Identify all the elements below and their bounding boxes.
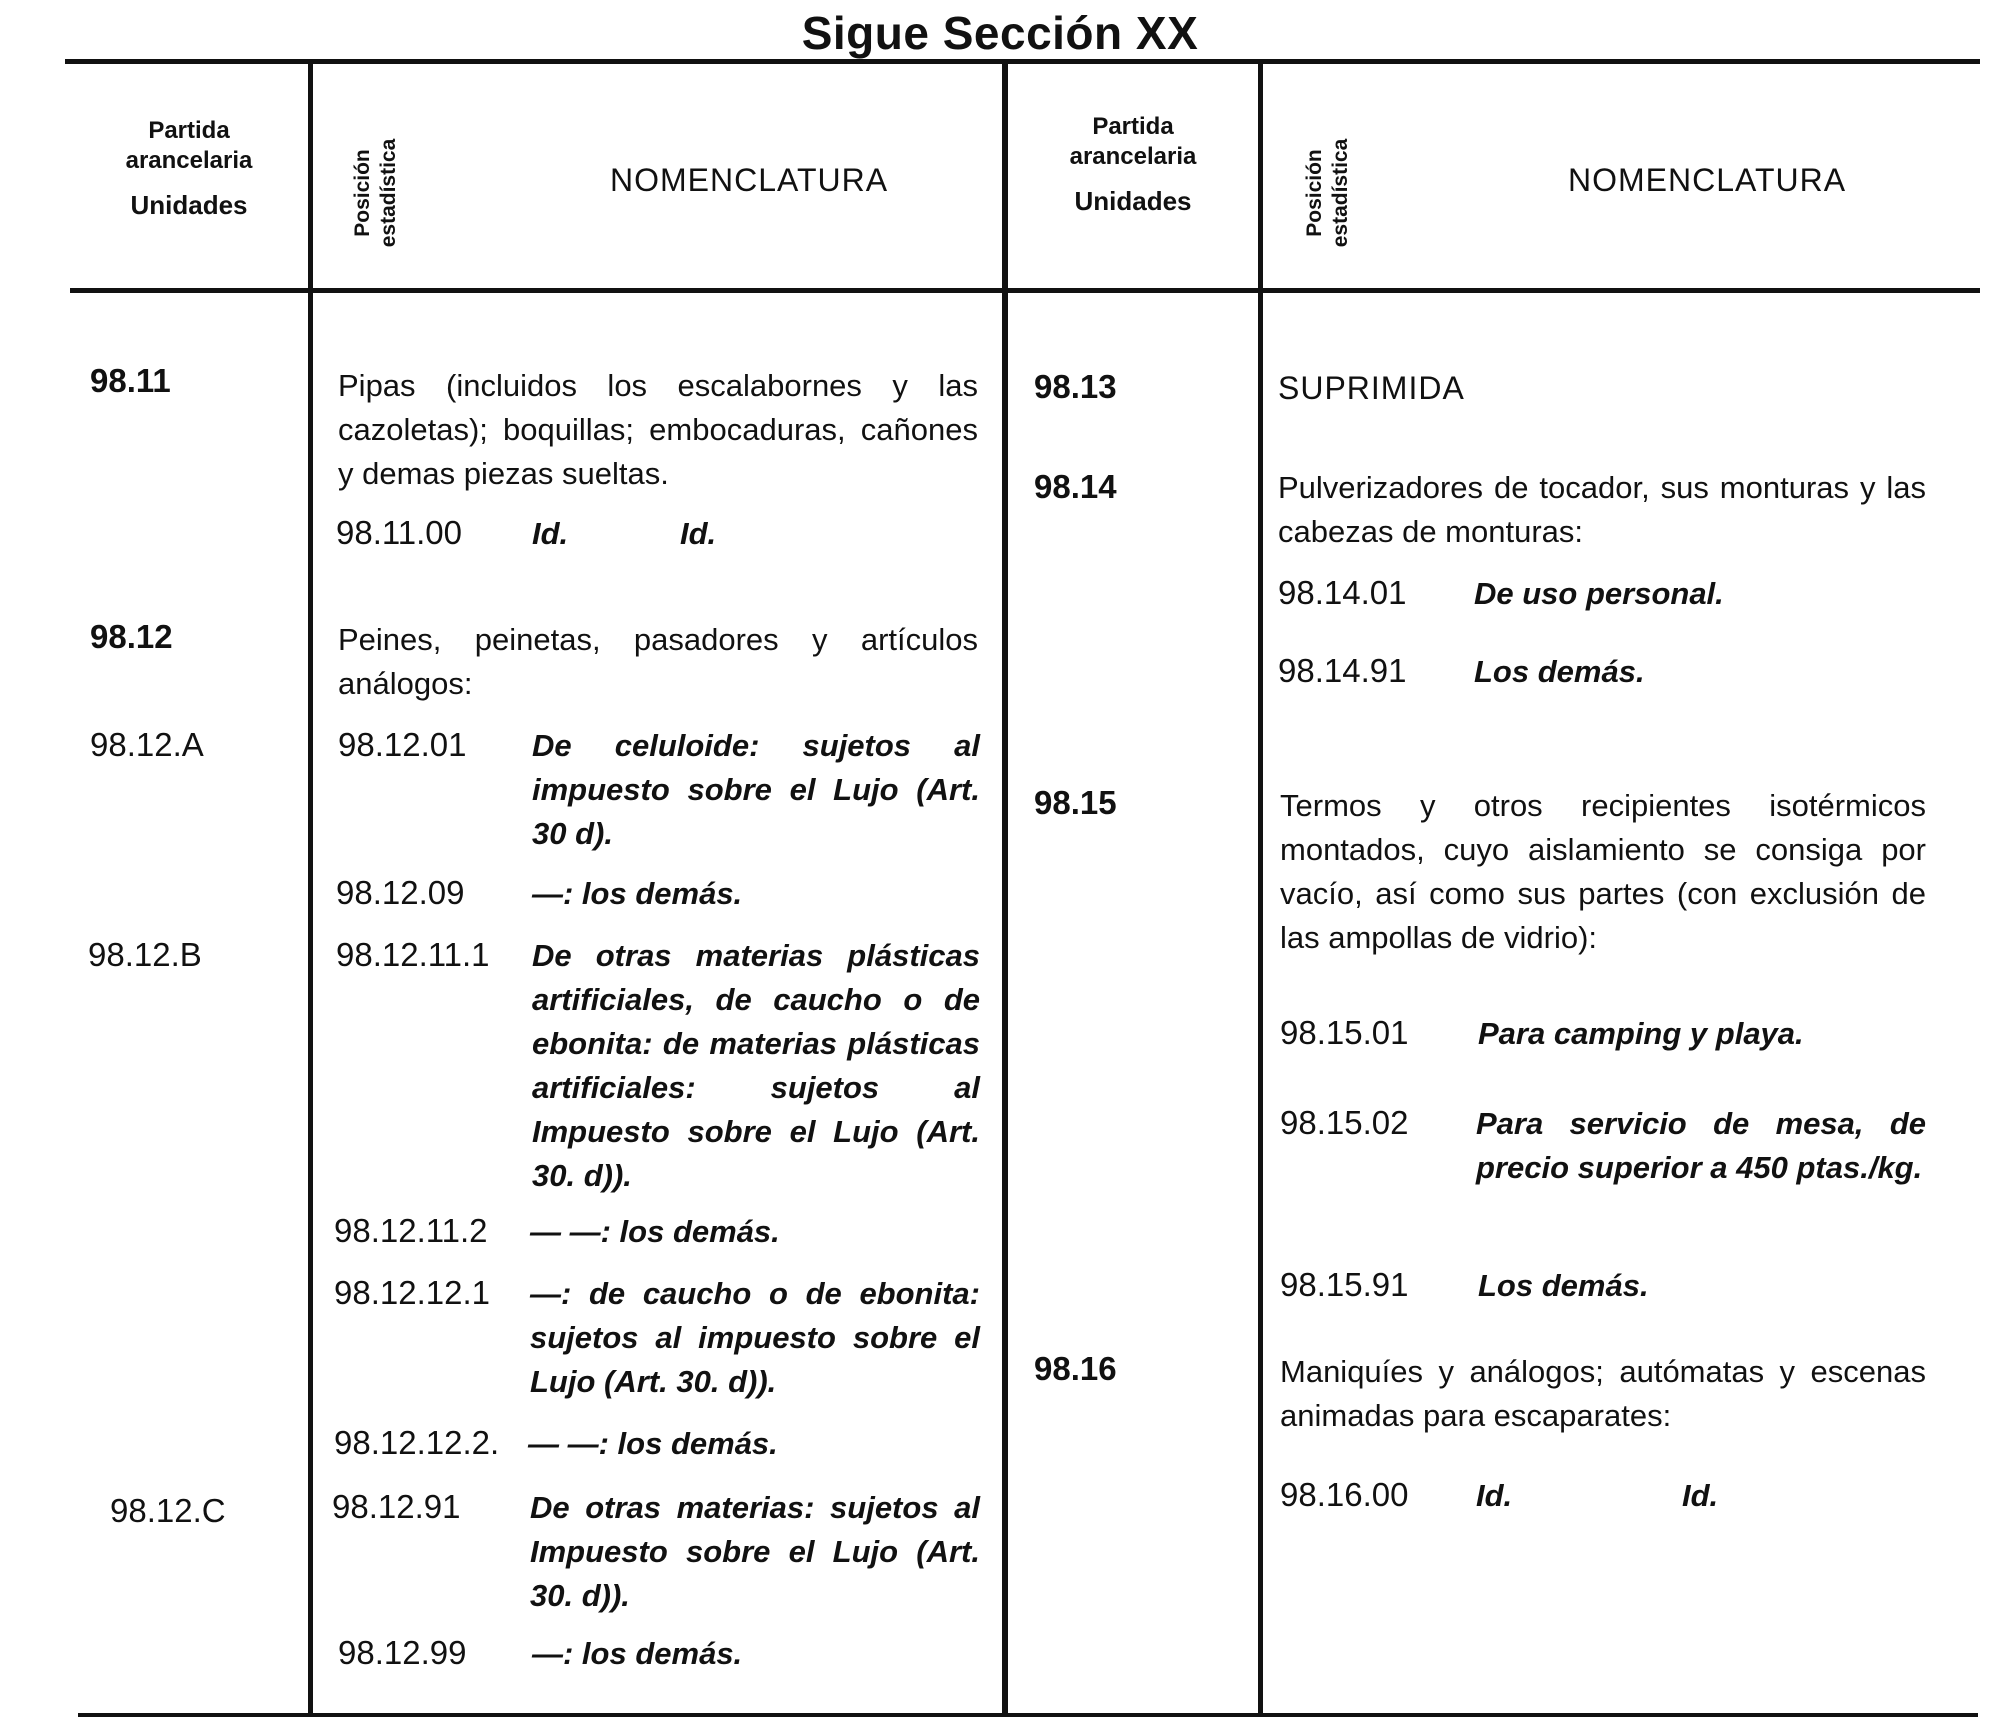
id-98-16-00-a: Id.	[1476, 1478, 1513, 1513]
desc-98-12: Peines, peinetas, pasadores y artículos análogos:	[338, 622, 978, 701]
subcode-98-12-12-1: 98.12.12.1	[334, 1274, 490, 1311]
code-98-12-A: 98.12.A	[90, 726, 204, 763]
desc-98-15-01: Para camping y playa.	[1478, 1016, 1804, 1051]
header-partida-line2: arancelaria	[1069, 143, 1197, 170]
subcode-98-14-01: 98.14.01	[1278, 574, 1407, 611]
column-divider-1	[308, 62, 313, 1715]
header-posicion-line1: Posición	[351, 149, 374, 237]
header-posicion-right	[1302, 133, 1358, 253]
id-98-11-00-a: Id.	[532, 516, 569, 551]
subcode-98-12-01: 98.12.01	[338, 726, 467, 763]
header-partida-line3: Unidades	[130, 190, 248, 220]
column-divider-3	[1258, 62, 1263, 1715]
header-partida-line1: Partida	[148, 117, 230, 144]
subcode-98-16-00: 98.16.00	[1280, 1476, 1409, 1513]
table-bottom-rule	[78, 1713, 1978, 1717]
desc-98-12-91: De otras materias: sujetos al Impuesto sobre el Lujo (Art. 30. d)).	[530, 1490, 980, 1613]
desc-98-14-91: Los demás.	[1474, 654, 1645, 689]
desc-98-13: SUPRIMIDA	[1278, 370, 1465, 406]
section-title: Sigue Sección XX	[801, 7, 1199, 59]
desc-98-15-91: Los demás.	[1478, 1268, 1649, 1303]
id-98-11-00-b: Id.	[680, 516, 717, 551]
desc-98-12-09: —: los demás.	[532, 876, 743, 911]
desc-98-14: Pulverizadores de tocador, sus monturas y las cabezas de monturas:	[1278, 470, 1926, 549]
subcode-98-14-91: 98.14.91	[1278, 652, 1407, 689]
subcode-98-15-91: 98.15.91	[1280, 1266, 1409, 1303]
header-nomenclatura-left: NOMENCLATURA	[610, 162, 889, 198]
desc-98-12-12-1: —: de caucho o de ebonita: sujetos al impuesto sobre el Lujo (Art. 30. d)).	[530, 1276, 980, 1399]
header-posicion-line2: estadística	[1329, 138, 1352, 248]
header-partida-line2: arancelaria	[125, 147, 253, 174]
header-nomenclatura-right: NOMENCLATURA	[1568, 162, 1847, 198]
header-partida-left	[70, 112, 308, 224]
desc-98-15: Termos y otros recipientes isotérmicos montados, cuyo aislamiento se consiga por vacío, así como sus partes (con exclusión de las ampollas de vidrio):	[1280, 788, 1926, 955]
subcode-98-12-91: 98.12.91	[332, 1488, 461, 1525]
subcode-98-11-00: 98.11.00	[336, 514, 463, 551]
header-bottom-rule	[70, 288, 1980, 293]
desc-98-11: Pipas (incluidos los escalabornes y las cazoletas); boquillas; embocaduras, cañones y demas piezas sueltas.	[338, 368, 978, 491]
subcode-98-12-12-2: 98.12.12.2.	[334, 1424, 500, 1461]
desc-98-14-01: De uso personal.	[1474, 576, 1724, 611]
desc-98-12-11-2: — —: los demás.	[530, 1214, 780, 1249]
subcode-98-15-01: 98.15.01	[1280, 1014, 1409, 1051]
table-top-rule	[65, 59, 1980, 64]
header-partida-right	[1008, 108, 1258, 220]
header-partida-line3: Unidades	[1074, 186, 1192, 216]
desc-98-12-12-2: — —: los demás.	[528, 1426, 778, 1461]
subcode-98-12-11-2: 98.12.11.2	[334, 1212, 488, 1249]
code-98-11: 98.11	[90, 362, 171, 399]
code-98-12-B: 98.12.B	[88, 936, 202, 973]
subcode-98-12-11-1: 98.12.11.1	[336, 936, 490, 973]
desc-98-15-02: Para servicio de mesa, de precio superior a 450 ptas./kg.	[1476, 1106, 1926, 1185]
id-98-16-00-b: Id.	[1682, 1478, 1719, 1513]
desc-98-16: Maniquíes y análogos; autómatas y escenas animadas para escaparates:	[1280, 1354, 1926, 1433]
subcode-98-12-99: 98.12.99	[338, 1634, 467, 1671]
header-posicion-line2: estadística	[377, 138, 400, 248]
column-divider-2	[1002, 62, 1008, 1715]
code-98-15: 98.15	[1034, 784, 1117, 821]
header-partida-line1: Partida	[1092, 113, 1174, 140]
code-98-16: 98.16	[1034, 1350, 1117, 1387]
code-98-12-C: 98.12.C	[110, 1492, 226, 1529]
desc-98-12-01: De celuloide: sujetos al impuesto sobre el Lujo (Art. 30 d).	[532, 728, 980, 851]
subcode-98-12-09: 98.12.09	[336, 874, 465, 911]
subcode-98-15-02: 98.15.02	[1280, 1104, 1409, 1141]
code-98-12: 98.12	[90, 618, 173, 655]
desc-98-12-99: —: los demás.	[532, 1636, 743, 1671]
code-98-14: 98.14	[1034, 468, 1117, 505]
header-posicion-line1: Posición	[1303, 149, 1326, 237]
header-posicion-left	[350, 133, 406, 253]
desc-98-12-11-1: De otras materias plásticas artificiales, de caucho o de ebonita: de materias plásticas artificiales: sujetos al Impuesto sobre el Lujo (Art. 30. d)).	[532, 938, 980, 1193]
code-98-13: 98.13	[1034, 368, 1117, 405]
